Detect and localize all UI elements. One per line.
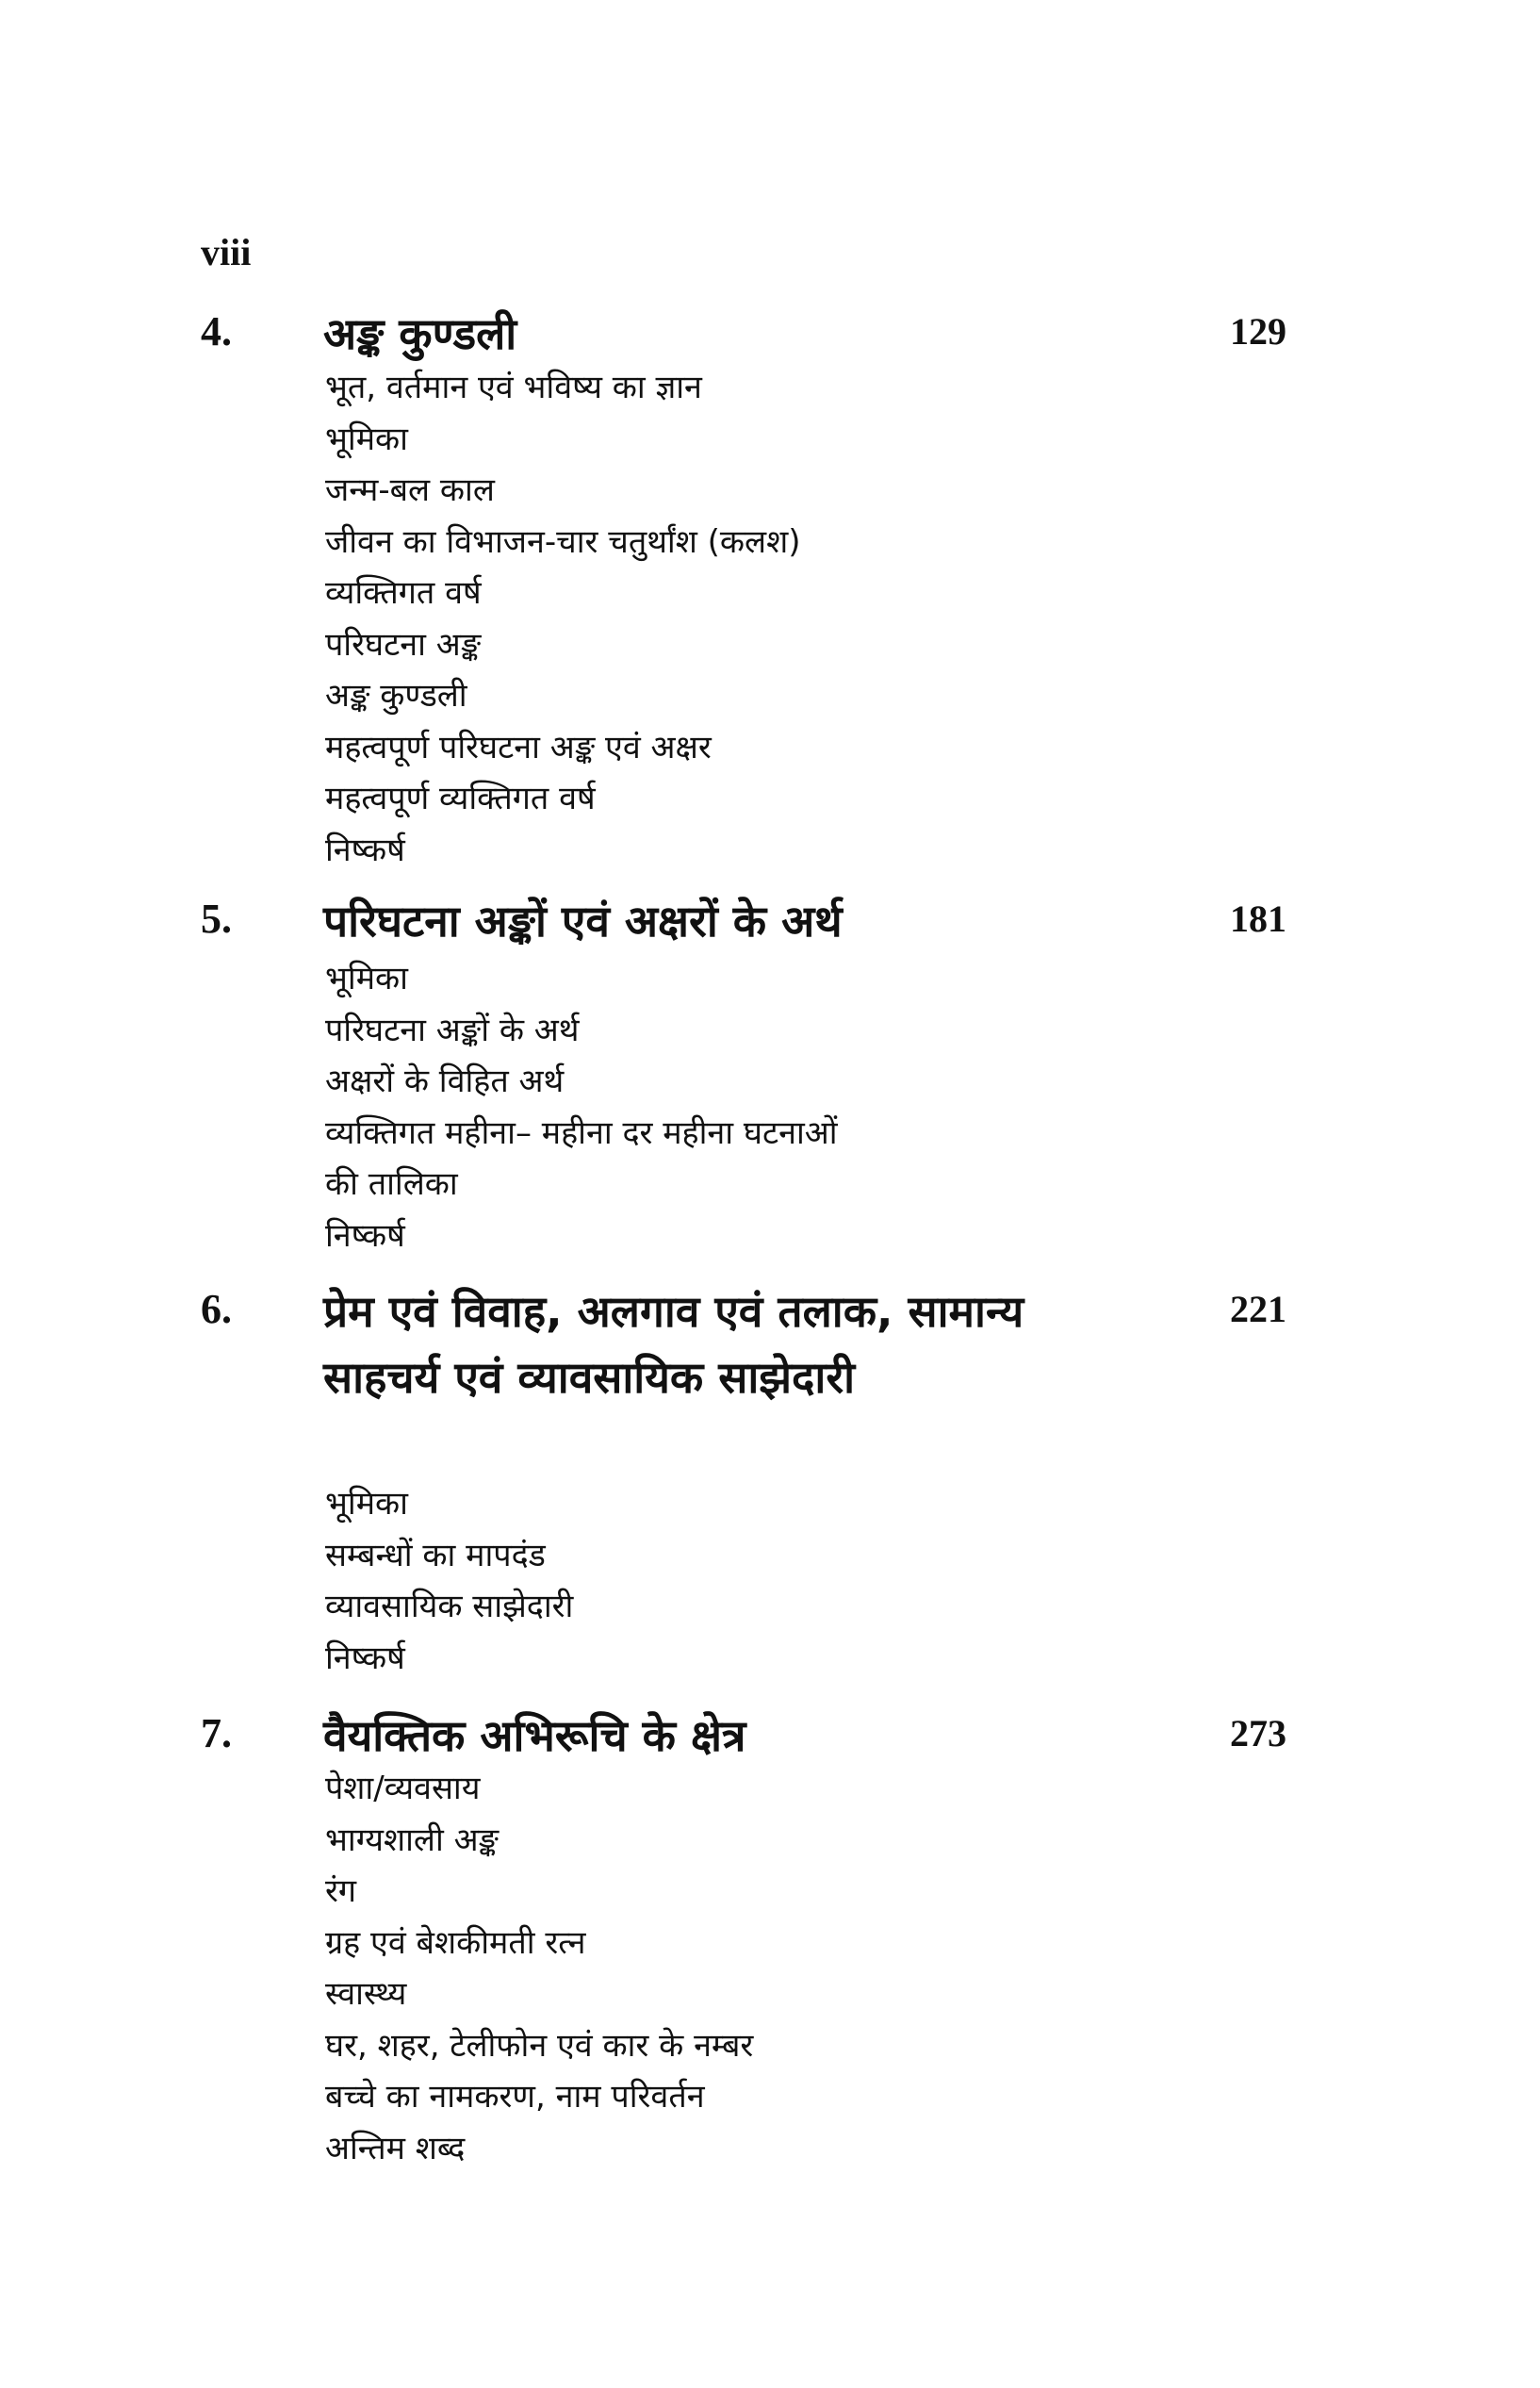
chapter-title[interactable]: अङ्क कुण्डली [323, 308, 517, 359]
list-item: अङ्क कुण्डली [325, 677, 467, 715]
list-item: स्वास्थ्य [325, 1975, 407, 2013]
list-item: भूमिका [325, 1485, 408, 1523]
chapter-6-topics [325, 1478, 1098, 1684]
list-item: व्यावसायिक साझेदारी [325, 1588, 574, 1625]
chapter-number: 6. [201, 1286, 232, 1332]
chapter-title[interactable]: वैयक्तिक अभिरूचि के क्षेत्र [323, 1710, 746, 1761]
list-item: भूमिका [325, 420, 408, 458]
list-item: व्यक्तिगत वर्ष [325, 574, 482, 612]
page-number: viii [201, 231, 252, 273]
list-item: परिघटना अङ्क [325, 625, 482, 664]
chapter-7-topics [325, 1763, 1098, 2174]
list-item: जन्म-बल काल [325, 471, 495, 509]
list-item: महत्वपूर्ण परिघटना अङ्क एवं अक्षर [325, 728, 712, 766]
chapter-page-number: 221 [1230, 1288, 1286, 1330]
chapter-5-topics [325, 953, 1098, 1261]
list-item: निष्कर्ष [325, 831, 405, 869]
chapter-page-number: 129 [1230, 310, 1286, 353]
list-item: सम्बन्धों का मापदंड [325, 1536, 546, 1574]
list-item: ग्रह एवं बेशकीमती रत्न [325, 1923, 586, 1962]
list-item: अक्षरों के विहित अर्थ [325, 1062, 565, 1100]
chapter-title[interactable]: प्रेम एवं विवाह, अलगाव एवं तलाक, सामान्य साहचर्य एवं व्यावसायिक साझेदारी [323, 1286, 1024, 1403]
list-item: घर, शहर, टेलीफोन एवं कार के नम्बर [325, 2026, 754, 2065]
list-item: रंग [325, 1872, 357, 1910]
chapter-number: 5. [201, 896, 232, 942]
list-item: की तालिका [325, 1165, 458, 1203]
list-item: महत्वपूर्ण व्यक्तिगत वर्ष [325, 780, 596, 817]
chapter-4-topics [325, 362, 1098, 876]
chapter-page-number: 273 [1230, 1712, 1286, 1754]
list-item: भाग्यशाली अङ्क [325, 1820, 500, 1859]
list-item: निष्कर्ष [325, 1639, 405, 1677]
list-item: निष्कर्ष [325, 1216, 405, 1255]
list-item: जीवन का विभाजन-चार चतुर्थांश (कलश) [325, 522, 801, 561]
chapter-number: 7. [201, 1710, 232, 1756]
list-item: बच्चे का नामकरण, नाम परिवर्तन [325, 2078, 705, 2116]
chapter-title[interactable]: परिघटना अङ्कों एवं अक्षरों के अर्थ [323, 896, 843, 947]
chapter-page-number: 181 [1230, 898, 1286, 940]
list-item: पेशा/व्यवसाय [325, 1770, 481, 1807]
list-item: भूत, वर्तमान एवं भविष्य का ज्ञान [325, 369, 702, 406]
chapter-number: 4. [201, 308, 232, 354]
list-item: परिघटना अङ्कों के अर्थ [325, 1011, 580, 1049]
list-item: व्यक्तिगत महीना– महीना दर महीना घटनाओं [325, 1113, 838, 1152]
list-item: भूमिका [325, 960, 408, 997]
list-item: अन्तिम शब्द [325, 2129, 466, 2167]
